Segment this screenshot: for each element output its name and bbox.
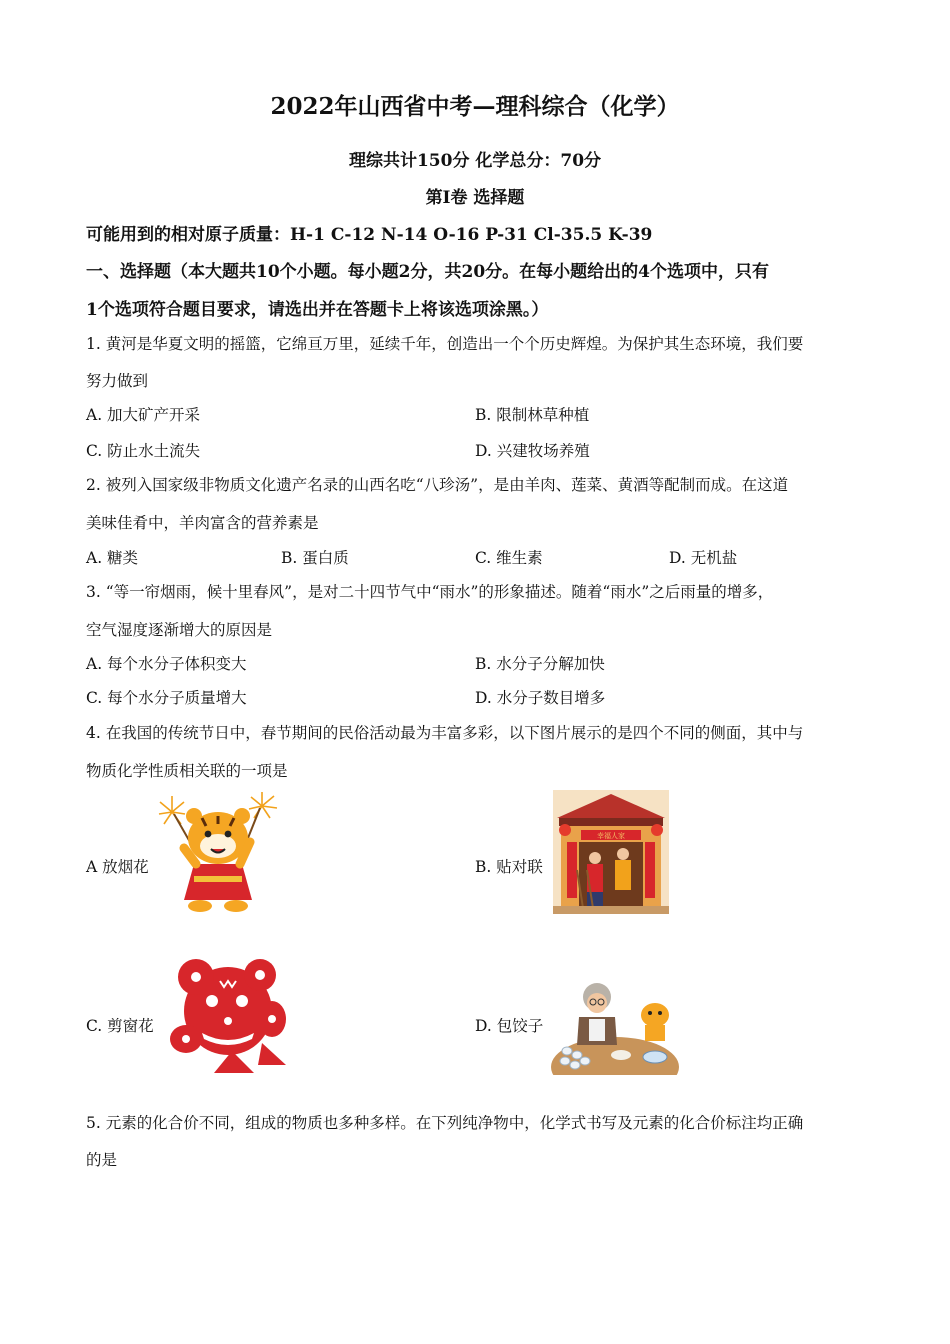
question-1-option-a[interactable]: A. 加大矿产开采 bbox=[86, 406, 201, 424]
dumplings-image bbox=[551, 975, 679, 1075]
question-4-option-c[interactable]: C. 剪窗花 bbox=[86, 1017, 154, 1035]
exam-title: 2022年山西省中考—理科综合（化学） bbox=[270, 93, 680, 120]
couplet-sign-text: 幸福人家 bbox=[597, 832, 625, 840]
question-3-stem: 3. “等一帘烟雨，候十里春风”，是对二十四节气中“雨水”的形象描述。随着“雨水”之后雨量的增多， bbox=[86, 583, 774, 601]
question-2-stem-cont: 美味佳肴中，羊肉富含的营养素是 bbox=[86, 514, 319, 532]
question-4-option-d[interactable]: D. 包饺子 bbox=[475, 1017, 544, 1035]
part-one-instruction-line2: 1个选项符合题目要求，请选出并在答题卡上将该选项涂黑。） bbox=[86, 300, 549, 320]
question-1-option-b[interactable]: B. 限制林草种植 bbox=[475, 406, 590, 424]
question-3-option-d[interactable]: D. 水分子数目增多 bbox=[475, 689, 606, 707]
question-3-stem-cont: 空气湿度逐渐增大的原因是 bbox=[86, 621, 273, 639]
question-2-option-a[interactable]: A. 糖类 bbox=[86, 549, 139, 567]
question-1-option-c[interactable]: C. 防止水土流失 bbox=[86, 442, 201, 460]
fireworks-tiger-image bbox=[156, 790, 280, 916]
question-4-option-b[interactable]: B. 贴对联 bbox=[475, 858, 543, 876]
question-1-stem: 1. 黄河是华夏文明的摇篮，它绵亘万里，延续千年，创造出一个个历史辉煌。为保护其生态环境，我们要 bbox=[86, 335, 804, 353]
question-2-option-c[interactable]: C. 维生素 bbox=[475, 549, 543, 567]
question-2-stem: 2. 被列入国家级非物质文化遗产名录的山西名吃“八珍汤”，是由羊肉、莲菜、黄酒等配制而成。在这道 bbox=[86, 476, 789, 494]
question-5-stem: 5. 元素的化合价不同，组成的物质也多种多样。在下列纯净物中，化学式书写及元素的化合价标注均正确 bbox=[86, 1114, 804, 1132]
section-title: 第Ⅰ卷 选择题 bbox=[425, 188, 525, 208]
atomic-masses: 可能用到的相对原子质量：H-1 C-12 N-14 O-16 P-31 Cl-35.5 K-39 bbox=[86, 225, 653, 245]
paper-cut-image bbox=[162, 947, 292, 1075]
question-3-option-a[interactable]: A. 每个水分子体积变大 bbox=[86, 655, 247, 673]
question-3-option-b[interactable]: B. 水分子分解加快 bbox=[475, 655, 605, 673]
question-3-option-c[interactable]: C. 每个水分子质量增大 bbox=[86, 689, 247, 707]
question-1-option-d[interactable]: D. 兴建牧场养殖 bbox=[475, 442, 590, 460]
question-1-stem-cont: 努力做到 bbox=[86, 372, 149, 390]
question-4-option-a[interactable]: A 放烟花 bbox=[86, 858, 149, 876]
part-one-instruction-line1: 一、选择题（本大题共10个小题。每小题2分，共20分。在每小题给出的4个选项中，只有 bbox=[86, 262, 769, 282]
question-4-stem: 4. 在我国的传统节日中，春节期间的民俗活动最为丰富多彩，以下图片展示的是四个不同的侧面，其中与 bbox=[86, 724, 804, 742]
score-line: 理综共计150分 化学总分：70分 bbox=[348, 151, 602, 171]
question-4-stem-cont: 物质化学性质相关联的一项是 bbox=[86, 762, 288, 780]
question-2-option-d[interactable]: D. 无机盐 bbox=[669, 549, 738, 567]
couplet-doorway-image bbox=[553, 790, 669, 914]
question-5-stem-cont: 的是 bbox=[86, 1151, 118, 1169]
question-2-option-b[interactable]: B. 蛋白质 bbox=[281, 549, 349, 567]
